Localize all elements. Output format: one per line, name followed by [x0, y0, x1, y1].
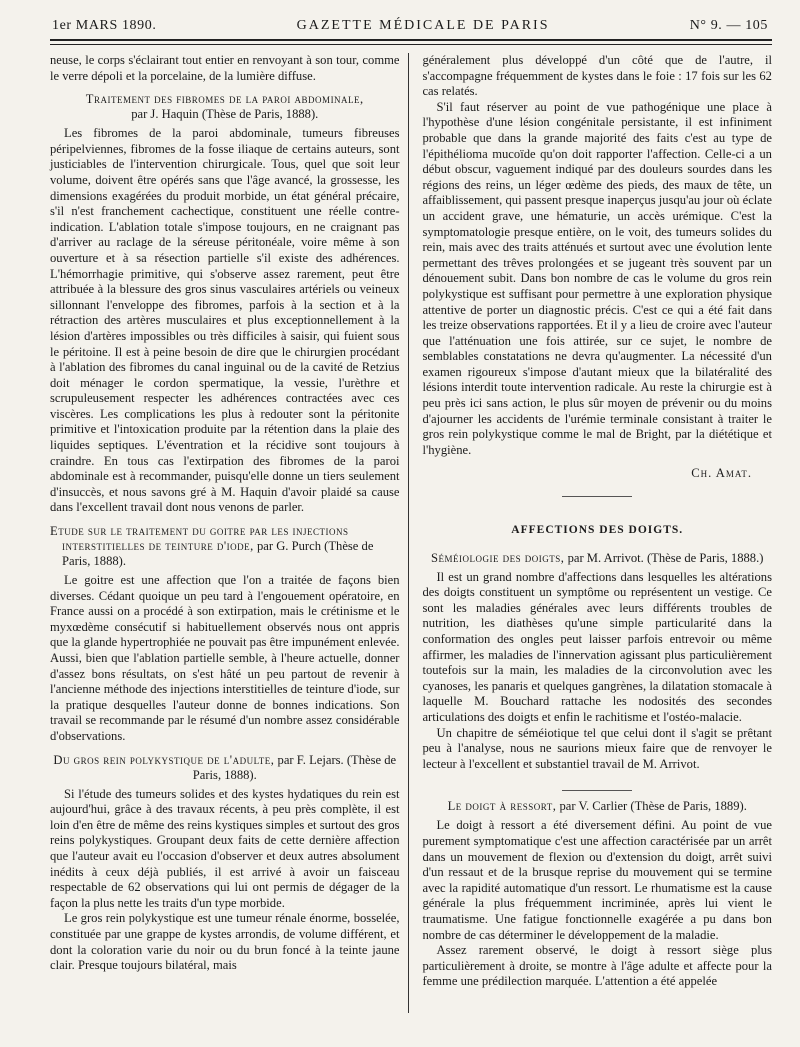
article-title: Séméiologie des doigts, [430, 550, 565, 565]
two-column-body [40, 53, 772, 1013]
right-column [408, 53, 772, 1013]
article-body: S'il faut réserver au point de vue pathogénique une place à l'hypothèse d'une lésion congénitale persistante, il est infiniment probable que dans la grande majorité des faits c'est au type de l'épithélioma mucoïde qu'on doit rapporter l'affection. Celle-ci a un début obscur, vaguement indiqué par des douleurs sourdes dans les régions des reins, un léger œdème des pieds, des maux de tête, un affaiblissement, qui passent presque inaperçus jusqu'au jour où éclate un accident grave, une hématurie, un accès urémique. C'est la symptomatologie presque entière, on le voit, des tumeurs solides du rein, mais avec des traits atténués et surtout avec une évolution lente permettant des trêves prolongées et se jugeant très souvent par un dénouement subit. Dans bon nombre de cas le volume du gros rein polykystique est suffisant pour permettre à une exploration physique attentive de porter un diagnostic précis. C'est ce qui a été fait dans les treize observations rapportées. Et il y a lieu de croire avec l'auteur que l'atténuation une fois attirée, sur ce sujet, le nombre de semblables constatations ne devra qu'augmenter. La nécessité d'un examen rigoureux s'impose d'autant mieux que la bilatéralité des lésions interdit toute intervention radicale. Au reste la chirurgie est à peu près ici sans action, le plus sûr moyen de prévenir ou du moins d'ajourner les accidents de l'urémie terminale consistant à traiter le gros rein polykystique comme le mal de Bright, par la diététique et l'hygiène. [422, 99, 772, 457]
article-body: Le goitre est une affection que l'on a traitée de façons bien diverses. Cédant quoique un peu tard à l'engouement opératoire, en France aussi on a procédé à son extirpation, mais le crétinisme et le myxœdème consécutif si habituellement observés nous ont appris que la glande hypertrophiée ne pouvait pas être impunément enlevée. Aussi, bien que l'ablation partielle semble, à l'heure actuelle, donner d'assez bons résultats, on s'est hâté un peu partout de revenir à l'ancienne méthode des injections interstitielles de teinture d'iode, sur la pratique desquelles l'auteur donne de bonnes indications. Son travail se recommande par le résumé d'un nombre assez considérable d'observations. [50, 573, 400, 743]
separator-rule [562, 790, 632, 791]
article-body: Il est un grand nombre d'affections dans lesquelles les altérations des doigts constituent un symptôme ou représentent un vestige. Ce sont les maladies générales avec leurs différents troubles de nutrition, les diathèses qu'une simple particularité dans la conformation des ongles peut laisser parfois entrevoir ou même affirmer, les maladies de l'innervation agissant plus particulièrement toutefois sur la main, les maladies de la circonvolution avec les cyanoses, les panaris et quelques gangrènes, la dilatation stomacale à laquelle M. Bouchard rattache les nodosités des secondes articulations des doigts et enfin le rachitisme et l'ostéo-malacie. [422, 569, 772, 724]
continuation-text: généralement plus développé d'un côté que de l'autre, il s'accompagne fréquemment de kystes dans le foie : 17 fois sur les 62 cas relatés. [422, 53, 772, 99]
article-title: Du gros rein polykystique de l'adulte, [53, 752, 275, 767]
header-rule [50, 39, 772, 45]
article-byline: par M. Arrivot. (Thèse de Paris, 1888.) [567, 550, 764, 565]
header-journal-title: GAZETTE MÉDICALE DE PARIS [296, 18, 550, 33]
article-heading-rein [50, 753, 400, 783]
article-heading-fibromes [50, 92, 400, 122]
author-signature: Ch. Amat. [691, 466, 752, 481]
article-byline: par F. Lejars. (Thèse de Paris, 1888). [192, 752, 397, 782]
article-heading-goitre [50, 524, 400, 569]
article-title: Traitement des fibromes de la paroi abdominale, [85, 92, 364, 107]
running-header [40, 18, 772, 37]
article-byline: par J. Haquin (Thèse de Paris, 1888). [131, 107, 319, 122]
left-column [40, 53, 400, 1013]
article-body: Assez rarement observé, le doigt à ressort siège plus particulièrement à droite, se montre à l'âge adulte et affecte pour la femme une prédilection marquée. L'attention a été appelée [422, 943, 772, 989]
header-page-number: N° 9. — 105 [689, 18, 768, 33]
article-heading-semeiologie [422, 551, 772, 566]
article-body: Le gros rein polykystique est une tumeur rénale énorme, bosselée, constituée par une grappe de kystes arrondis, de volume différent, et dont la coloration varie du noir ou du brun foncé à la teinte jaune clair. Presque toujours bilatéral, mais [50, 911, 400, 973]
section-title: AFFECTIONS DES DOIGTS. [511, 524, 684, 537]
article-body: Un chapitre de séméiotique tel que celui dont il s'agit se prêtant peu à l'analyse, nous ne saurions mieux faire que de renvoyer le lecteur à l'excellent et substantiel travail de M. Arrivot. [422, 725, 772, 771]
article-byline: par V. Carlier (Thèse de Paris, 1889). [559, 799, 747, 814]
article-title: Etude sur le traitement du goitre par les injections interstitielles de teinture d'iode, [50, 524, 349, 554]
separator-rule [562, 496, 632, 497]
article-heading-doigt-ressort [422, 799, 772, 814]
article-body: Si l'étude des tumeurs solides et des kystes hydatiques du rein est aujourd'hui, grâce à des travaux récents, à peu près complète, il est loin d'en être de même des reins kystiques simples et surtout des gros reins polykystiques. Groupant deux faits de cette dernière affection que l'auteur avait eu l'occasion d'observer et deux autres absolument inédits à ceux déjà publiés, il est arrivé à avoir un faisceau respectable de 62 observations qui lui ont permis de dégager de la façon la plus nette les traits d'un type morbide. [50, 786, 400, 910]
article-body: Le doigt à ressort a été diversement défini. Au point de vue purement symptomatique c'est une affection caractérisée par un arrêt dans un mouvement de flexion ou d'extension du doigt, arrêt suivi d'un ressaut et de la brusque reprise du mouvement qui se termine avec la rapidité automatique d'un ressort. Le rhumatisme est la cause générale la plus fréquemment incriminée, après lui vient le traumatisme. Une fatigue fonctionnelle exagérée a pu dans bon nombre de cas déterminer le développement de la maladie. [422, 818, 772, 942]
continuation-text: neuse, le corps s'éclairant tout entier en renvoyant à son tour, comme le verre dépoli et la porcelaine, de la lumière diffuse. [50, 53, 400, 83]
article-byline: par G. Purch (Thèse de Paris, 1888). [62, 539, 374, 569]
article-title: Le doigt à ressort, [447, 799, 557, 814]
article-body: Les fibromes de la paroi abdominale, tumeurs fibreuses péripelviennes, fibromes de la fosse iliaque de certains auteurs, sont justiciables de l'intervention chirurgicale. Tous, quel que soit leur volume, doivent être opérés sans que l'âge avancé, la grossesse, les dimensions exagérées du produit morbide, un état général précaire, s'il n'est franchement cachectique, constituent une réelle contre-indication. L'ablation totale s'impose toujours, en ne craignant pas d'arriver au raclage de la séreuse péritonéale, voire même à son ouverture et à sa résection partielle s'il existe des adhérences. L'hémorrhagie primitive, qui s'observe assez rarement, peut être attribuée à la blessure des gros sinus vasculaires artériels ou veineux sillonnant l'enveloppe des fibromes, parfois à la section et à la rétraction des artères musculaires et plus exceptionnellement à la lésion d'artères impossibles ou très difficiles à saisir, qui fuient sous le péritoine. Il est à peine besoin de dire que le chirurgien procédant à l'ablation des fibromes du canal inguinal ou de la cavité de Retzius doit ménager le cordon spermatique, la vessie, l'urèthre et scrupuleusement respecter les adhérences contractées avec ces viscères. Les complications les plus à redouter sont la péritonite primitive et l'intoxication produite par la rétention dans la plaie des liquides septiques. L'éventration et la récidive sont toujours à craindre. En tous cas l'extirpation des fibromes de la paroi abdominale est à recommander, puisqu'elle donne un tiers seulement d'insuccès, et nous savons gré à M. Haquin d'avoir plaidé sa cause dans l'excellent travail dont nous venons de parler. [50, 126, 400, 515]
header-date: 1er MARS 1890. [52, 18, 157, 33]
